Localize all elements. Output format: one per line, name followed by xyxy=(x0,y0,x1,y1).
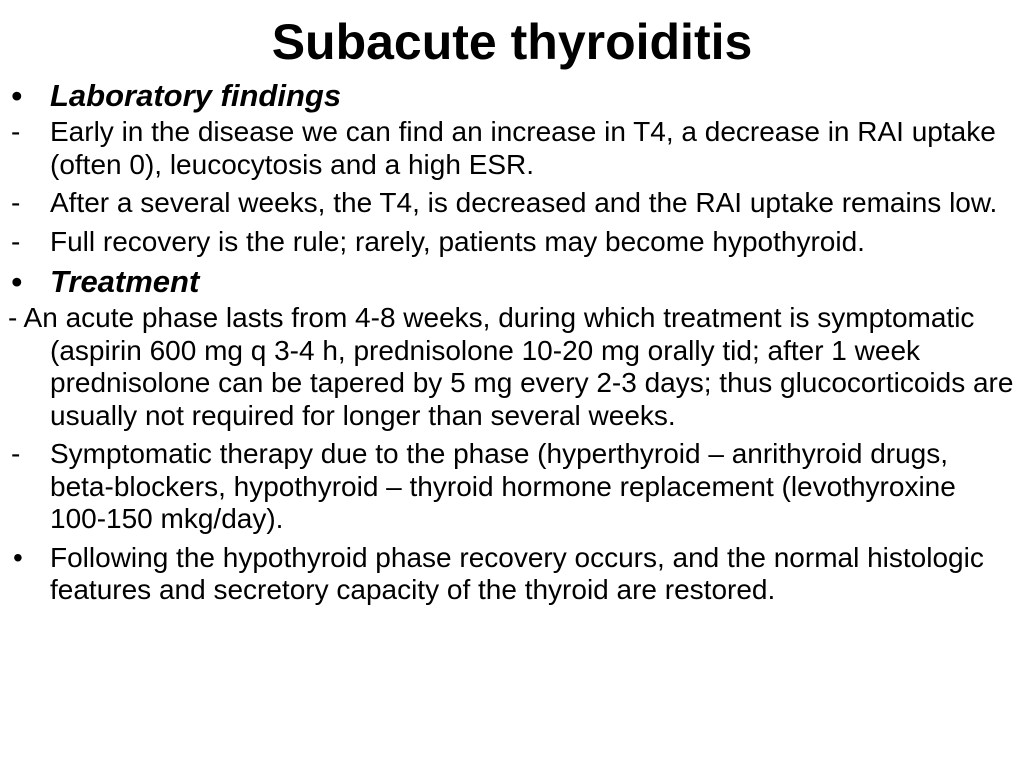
list-item xyxy=(8,226,1014,259)
list-item-text: Following the hypothyroid phase recovery occurs, and the normal histologic features and secretory capacity of the thyroid are restored. xyxy=(50,541,984,605)
slide-content xyxy=(8,78,1014,613)
list-item xyxy=(8,116,1014,181)
list-item xyxy=(8,438,1014,536)
bullet-marker: • xyxy=(11,78,22,113)
slide-title: Subacute thyroiditis xyxy=(271,14,753,70)
list-item-text: After a several weeks, the T4, is decreased and the RAI uptake remains low. xyxy=(50,187,998,218)
list-item-lead xyxy=(8,302,1014,432)
list-item xyxy=(8,542,1014,607)
list-item xyxy=(8,187,1014,220)
list-item-text: - An acute phase lasts from 4-8 weeks, during which treatment is symptomatic (aspirin 600 mg q 3-4 h, prednisolone 10-20 mg orally tid; after 1 week prednisolone can be tapered by 5 mg every 2-3 days; thus glucocorticoids are usually not required for longer than several weeks. xyxy=(8,302,1014,431)
dash-marker: - xyxy=(11,116,21,147)
section-heading-laboratory xyxy=(8,78,1014,114)
section-heading-treatment xyxy=(8,264,1014,300)
dash-marker: - xyxy=(11,225,21,257)
bullet-marker: • xyxy=(13,541,23,573)
list-item-text: Early in the disease we can find an increase in T4, a decrease in RAI uptake (often 0), leucocytosis and a high ESR. xyxy=(50,116,996,180)
list-item-text: Symptomatic therapy due to the phase (hyperthyroid – anrithyroid drugs, beta-blockers, hypothyroid – thyroid hormone replacement (levothyroxine 100-150 mkg/day). xyxy=(50,438,956,534)
dash-marker: - xyxy=(11,438,21,469)
section-heading-text: Laboratory findings xyxy=(50,78,342,113)
bullet-marker: • xyxy=(11,264,22,299)
section-heading-text: Treatment xyxy=(50,264,200,299)
list-item-text: Full recovery is the rule; rarely, patients may become hypothyroid. xyxy=(50,225,865,257)
dash-marker: - xyxy=(11,187,21,218)
